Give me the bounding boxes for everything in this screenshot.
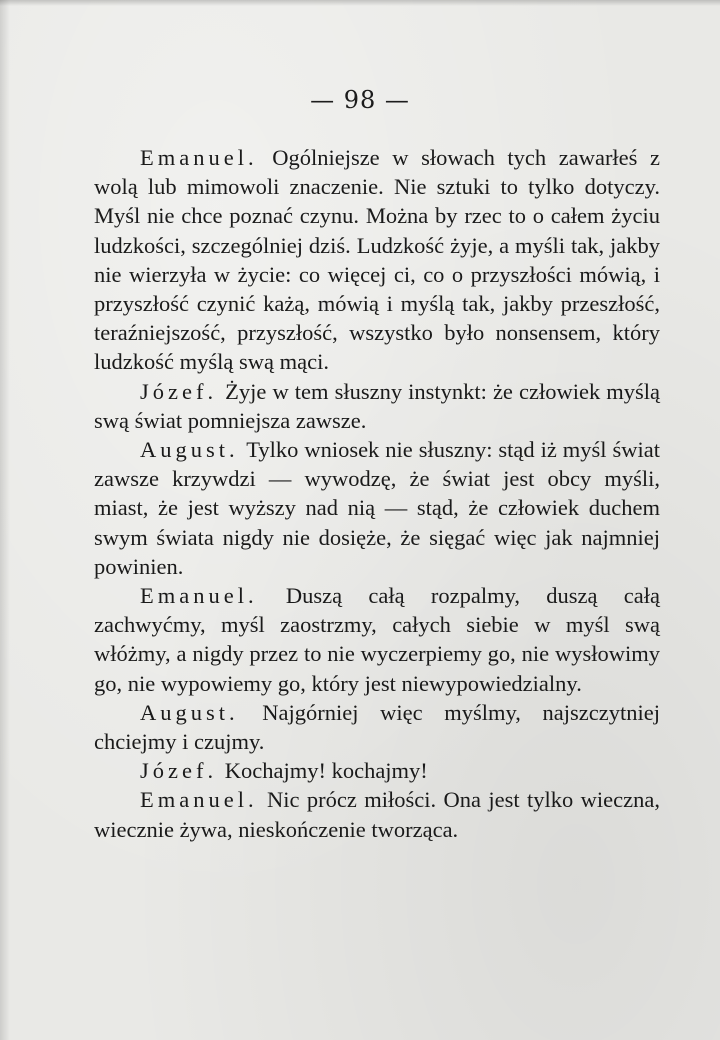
speech-text: Tylko wniosek nie słuszny: stąd iż myśl świat zawsze krzywdzi — wywodzę, że świat jest obcy myśli, miast, że jest wyższy nad nią — stąd, że człowiek duchem swym świata nigdy nie dosięże, że sięgać więc jak najmniej powinien.	[94, 437, 660, 579]
paragraph	[94, 785, 660, 843]
speaker-name: Emanuel.	[140, 145, 258, 170]
page-number: — 98 —	[310, 86, 410, 114]
speech-text: Najgórniej więc myślmy, najszczytniej chciejmy i czujmy.	[94, 699, 661, 755]
speaker-name: Emanuel.	[140, 583, 258, 609]
paragraph	[94, 581, 660, 698]
paragraph	[94, 435, 660, 581]
paragraph	[94, 698, 660, 756]
speech-text: Ogólniejsze w słowach tych zawarłeś z wolą lub mimowoli znaczenie. Nie sztuki to tylko dotyczy. Myśl nie chce poznać czynu. Można by rzec to o całem życiu ludzkości, szczególniej dziś. Ludzkość żyje, a myśli tak, jakby nie wierzyła w życie: co więcej ci, co o przyszłości mówią, i przyszłość czynić każą, mówią i myślą tak, jakby przeszłość, teraźniejszość, przyszłość, wszystko było nonsensem, który ludzkość myślą swą mąci.	[94, 145, 660, 375]
page-top-shadow	[0, 0, 720, 6]
speech-text: Duszą całą rozpalmy, duszą całą zachwyćmy, myśl zaostrzmy, całych siebie w myśl swą włóżmy, a nigdy przez to nie wyczerpiemy go, nie wysłowimy go, nie wypowiemy go, który jest niewypowiedzialny.	[94, 583, 661, 696]
speaker-name: Emanuel.	[140, 787, 258, 813]
speaker-name: August.	[140, 699, 239, 725]
page-left-shadow	[0, 0, 10, 1040]
paragraph	[94, 377, 660, 435]
speaker-name: August.	[140, 437, 239, 463]
speech-text: Kochajmy! kochajmy!	[224, 758, 428, 784]
speech-text: Żyje w tem słuszny instynkt: że człowiek myślą swą świat pomniejsza zawsze.	[94, 378, 660, 433]
speaker-name: Józef.	[140, 378, 218, 404]
dialogue-text	[94, 143, 660, 844]
speech-text: Nic prócz miłości. Ona jest tylko wieczna, wiecznie żywa, nieskończenie tworząca.	[94, 787, 661, 842]
paragraph	[94, 143, 660, 377]
paragraph	[94, 756, 660, 785]
speaker-name: Józef.	[140, 758, 218, 784]
